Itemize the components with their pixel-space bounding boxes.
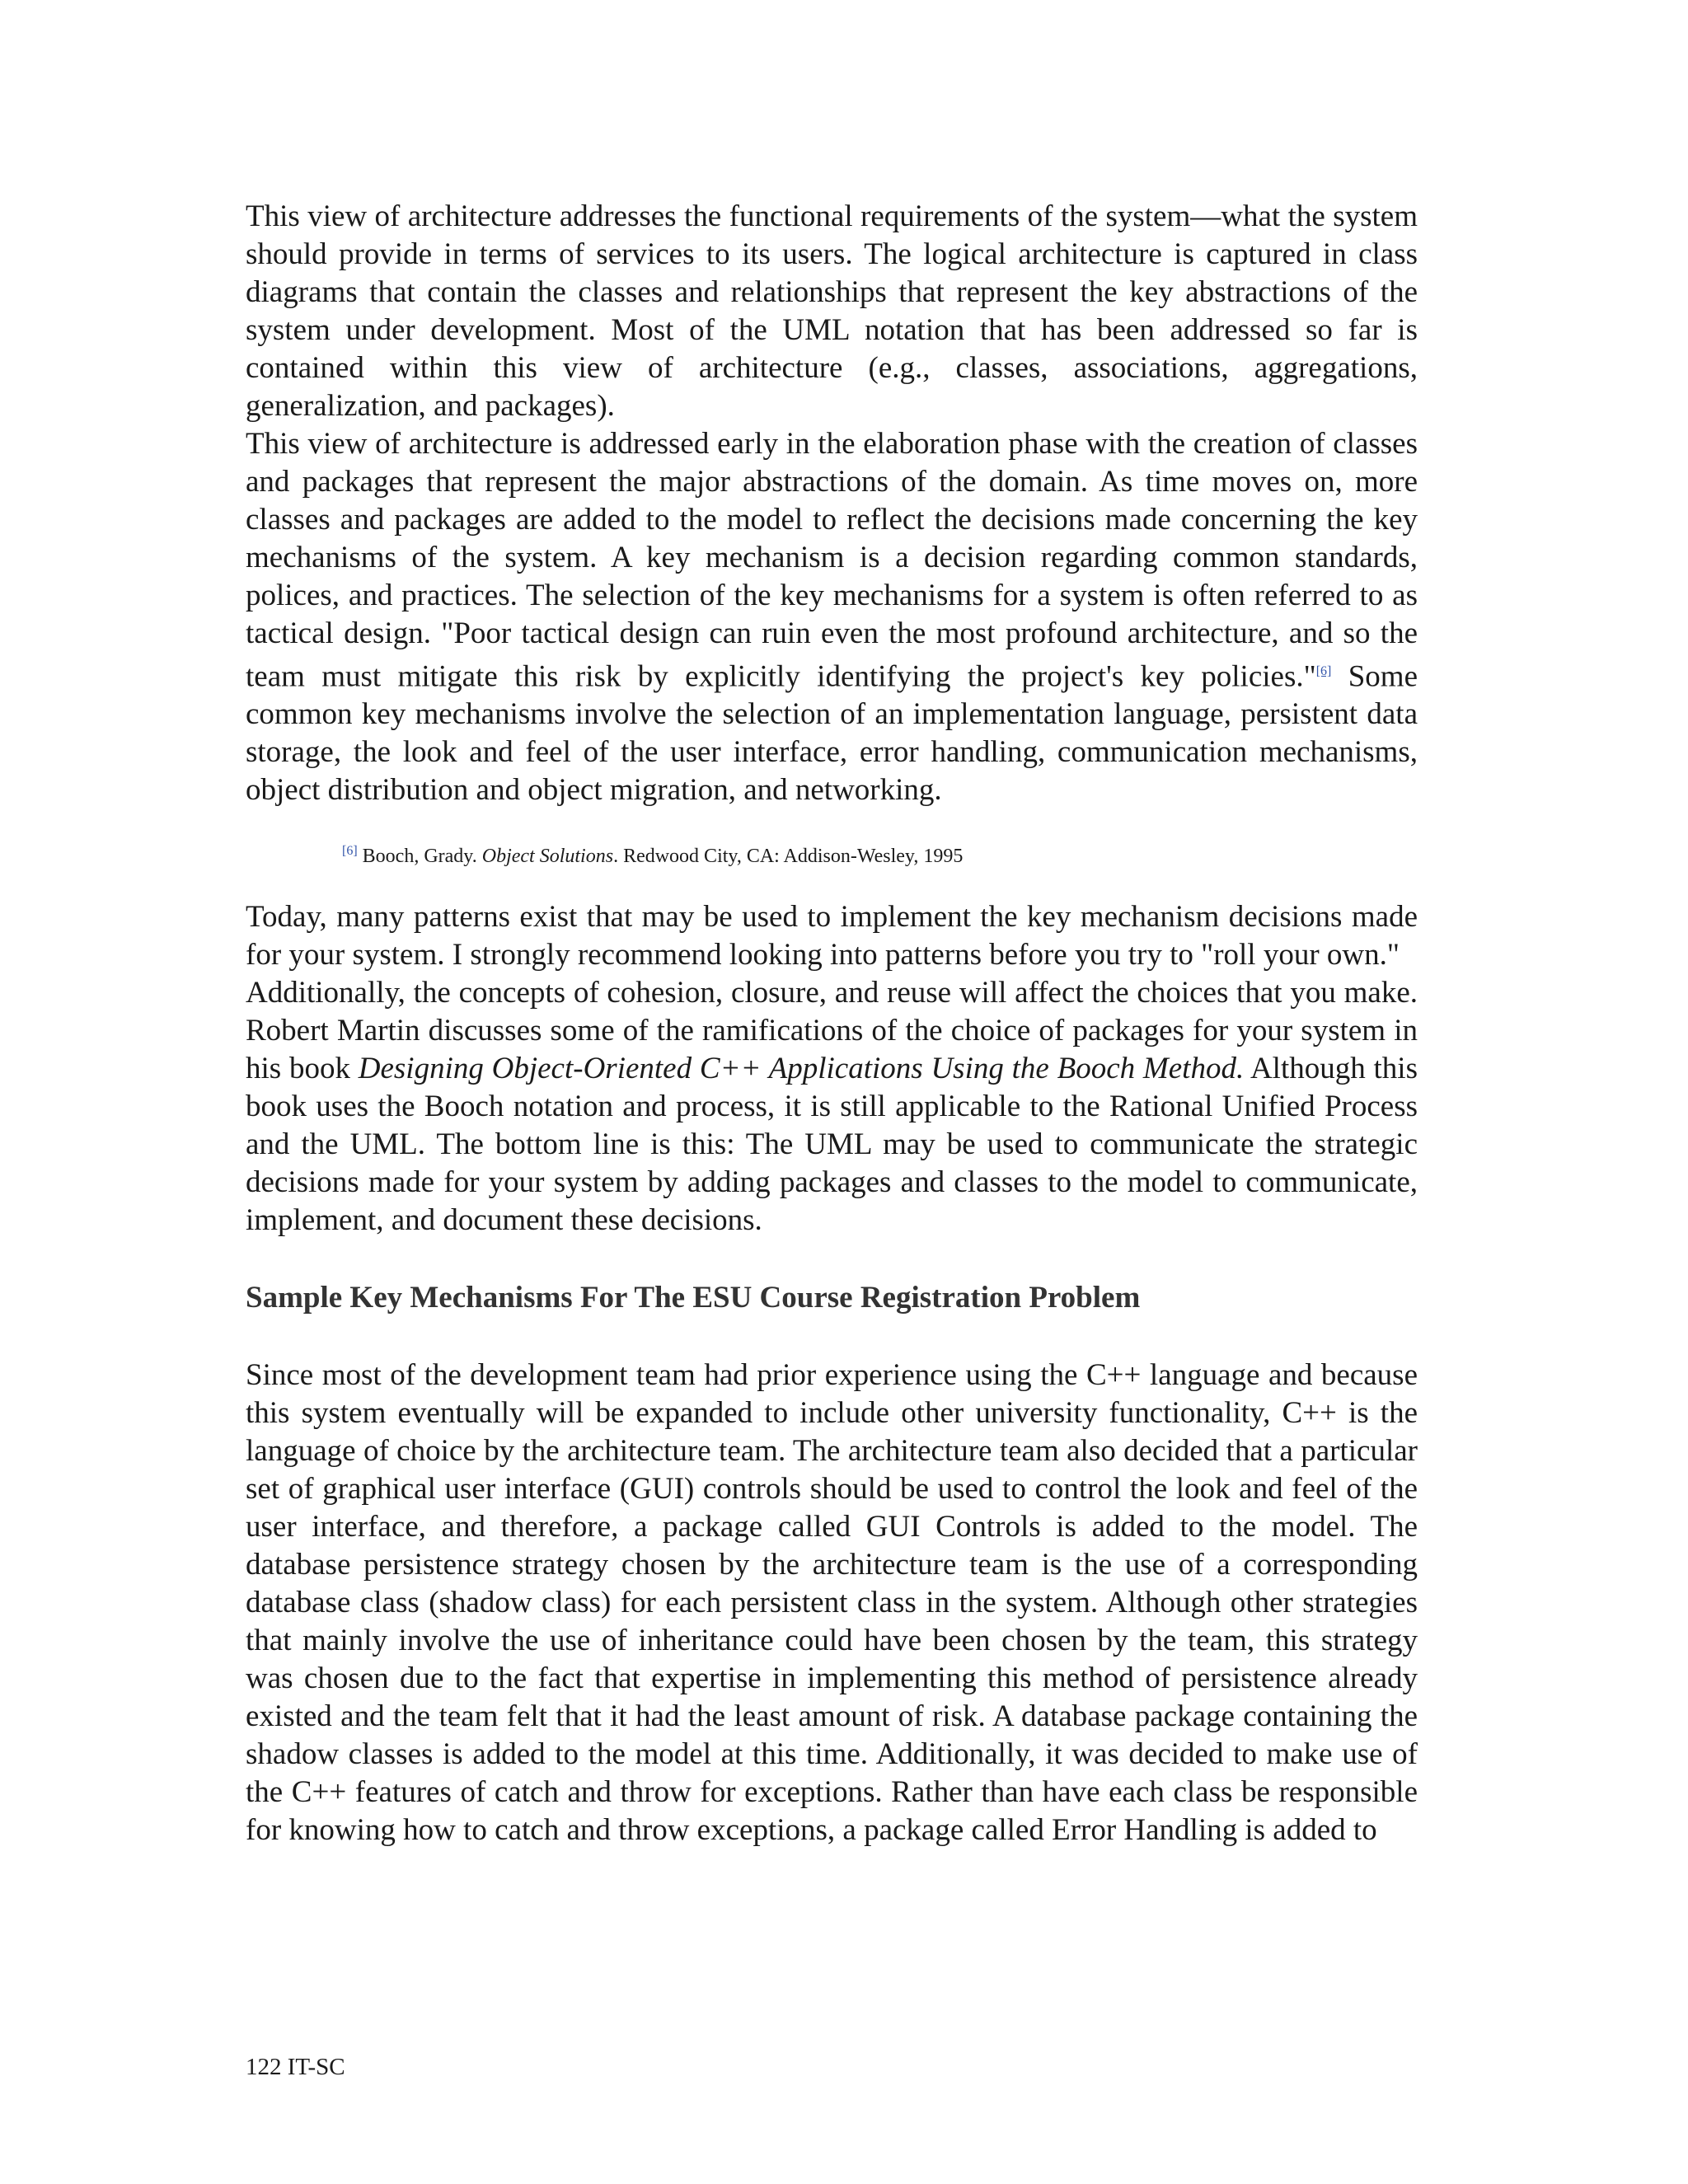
- paragraph-cohesion-closure-reuse: [246, 974, 1418, 1240]
- paragraph-patterns: Today, many patterns exist that may be used to implement the key mechanism decisions made for your system. I strongly recommend looking into patterns before you try to "roll your own.": [246, 900, 1418, 972]
- paragraph-logical-view: This view of architecture addresses the functional requirements of the system—what the system should provide in terms of services to its users. The logical architecture is captured in class diagrams that contain the classes and relationships that represent the key abstractions of the system under development. Most of the UML notation that has been addressed so far is contained within this view of architecture (e.g., classes, associations, aggregations, generalization, and packages).: [246, 199, 1418, 423]
- paragraph-text: Additionally, the concepts of cohesion, closure, and reuse will affect the choices that you make. Robert Martin discusses some of the ramifications of the choice of packages for your system in his book: [246, 976, 1418, 1086]
- footnote-author: Booch, Grady.: [357, 846, 482, 868]
- footnote-reference-link[interactable]: [6]: [1315, 664, 1332, 678]
- footnote-book-title: Object Solutions: [481, 846, 614, 868]
- paragraph-text: Although this book uses the Booch notation and process, it is still applicable to the Rational Unified Process and the UML. The bottom line is this: The UML may be used to communicate the strategic decisions made for your system by adding packages and classes to the model to communicate, implement, and document these decisions.: [246, 1052, 1418, 1238]
- paragraph-esu-mechanisms: Since most of the development team had prior experience using the C++ language and because this system eventually will be expanded to include other university functionality, C++ is the language of choice by the architecture team. The architecture team also decided that a particular set of graphical user interface (GUI) controls should be used to control the look and feel of the user interface, and therefore, a package called GUI Controls is added to the model. The database persistence strategy chosen by the architecture team is the use of a corresponding database class (shadow class) for each persistent class in the system. Although other strategies that mainly involve the use of inheritance could have been chosen by the team, this strategy was chosen due to the fact that expertise in implementing this method of persistence already existed and the team felt that it had the least amount of risk. A database package containing the shadow classes is added to the model at this time. Additionally, it was decided to make use of the C++ features of catch and throw for exceptions. Rather than have each class be responsible for knowing how to catch and throw exceptions, a package called Error Handling is added to: [246, 1358, 1418, 1848]
- paragraph-text: Some common key mechanisms involve the selection of an implementation language, persistent data storage, the look and feel of the user interface, error handling, communication mechanisms, object distribution and object migration, and networking.: [246, 659, 1418, 808]
- page-number: 122 IT-SC: [246, 2054, 345, 2080]
- page-content: [246, 198, 1418, 1849]
- book-title: Designing Object-Oriented C++ Applications Using the Booch Method.: [358, 1052, 1245, 1086]
- paragraph-elaboration-phase: [246, 425, 1418, 809]
- footnote-marker: [6]: [342, 844, 358, 859]
- section-heading: Sample Key Mechanisms For The ESU Course Registration Problem: [246, 1281, 1141, 1315]
- footnote: [342, 839, 1418, 869]
- paragraph-text: This view of architecture is addressed early in the elaboration phase with the creation of classes and packages that represent the major abstractions of the domain. As time moves on, more classes and packages are added to the model to reflect the decisions made concerning the key mechanisms of the system. A key mechanism is a decision regarding common standards, polices, and practices. The selection of the key mechanisms for a system is often referred to as tactical design. "Poor tactical design can ruin even the most profound architecture, and so the team must mitigate this risk by explicitly identifying the project's key policies.": [246, 427, 1418, 694]
- footnote-publisher: . Redwood City, CA: Addison-Wesley, 1995: [613, 846, 964, 868]
